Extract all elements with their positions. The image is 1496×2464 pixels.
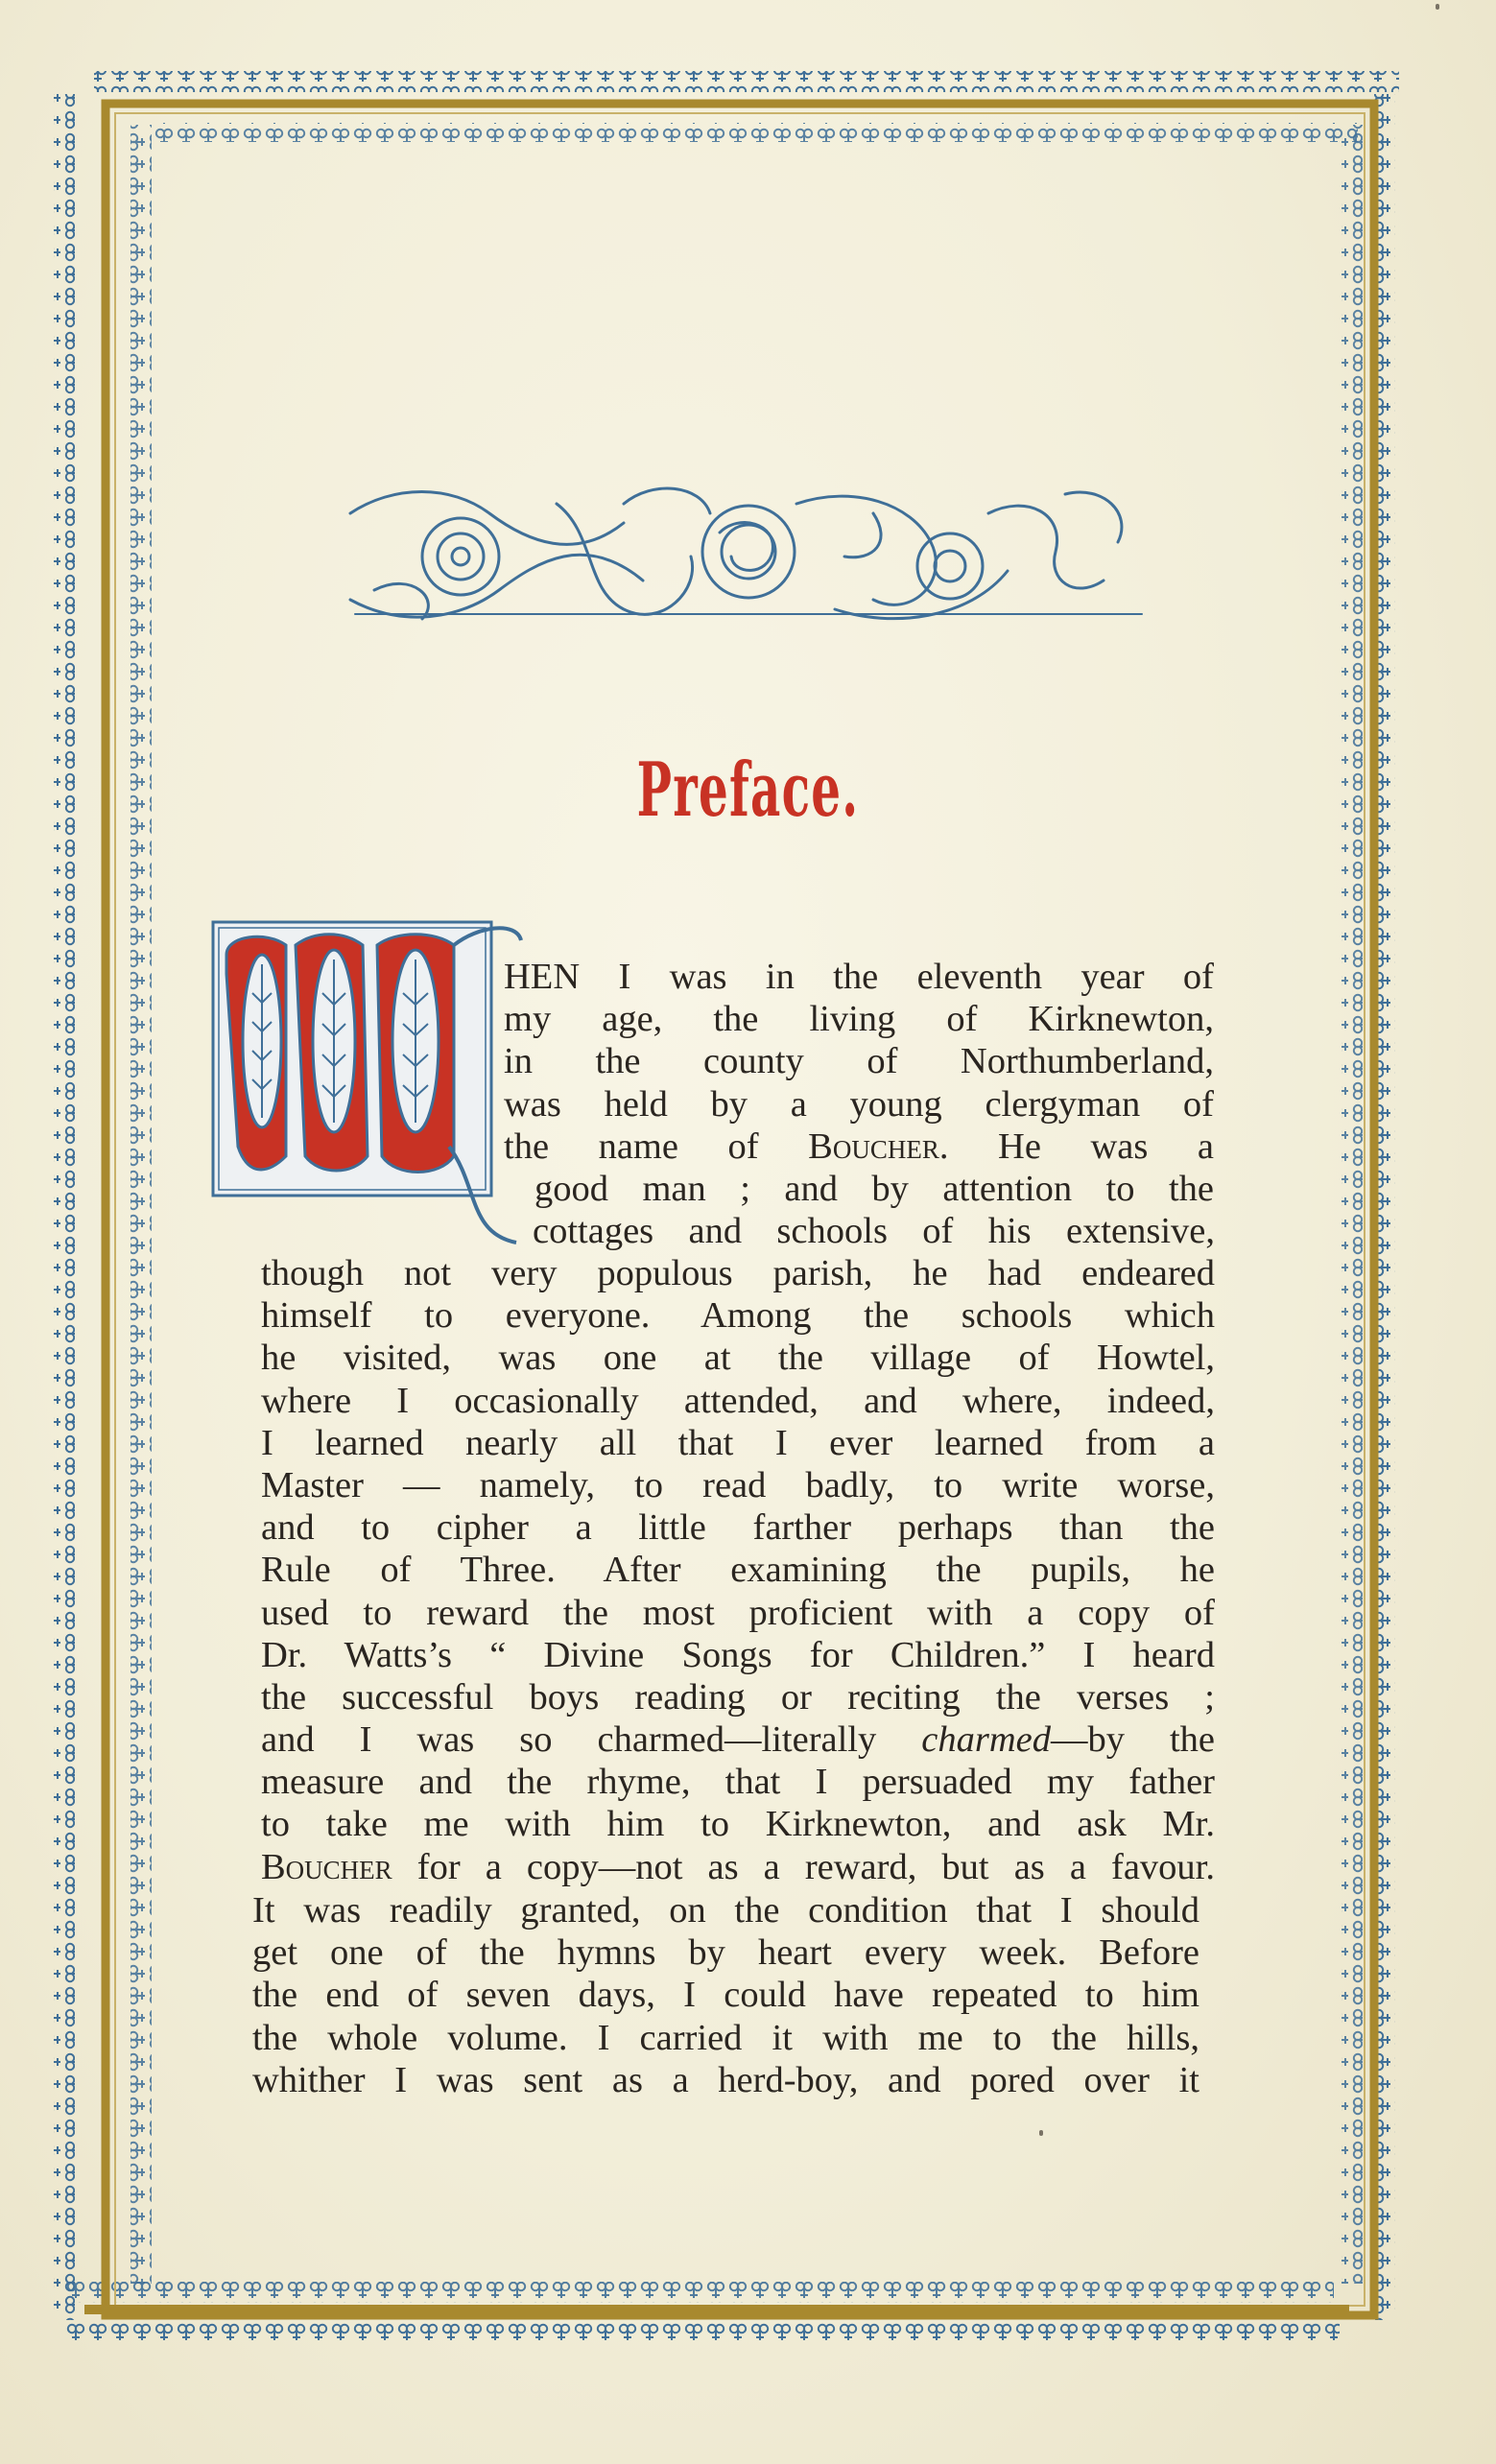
ink-fleck — [1436, 4, 1439, 10]
text-line — [261, 1718, 1215, 1761]
charmed-emphasis: charmed — [921, 1719, 1051, 1761]
preface-paragraph-body — [261, 1252, 1215, 1888]
text-line: the successful boys reading or reciting the verses ; — [261, 1676, 1215, 1718]
text-line: Dr. Watts’s “ Divine Songs for Children.” I heard — [261, 1634, 1215, 1675]
boucher-after-2: for a copy—not as a reward, but as a favour. — [392, 1846, 1215, 1887]
text-line: was held by a young clergyman of — [504, 1083, 1214, 1125]
text-line: my age, the living of Kirknewton, — [504, 999, 1214, 1040]
text-line: to take me with him to Kirknewton, and ask Mr. — [261, 1804, 1215, 1845]
boucher-before: the name of — [504, 1125, 809, 1167]
text-line: he visited, was one at the village of Howtel, — [261, 1338, 1215, 1379]
text-line: whither I was sent as a herd-boy, and pored over it — [252, 2059, 1199, 2100]
opening-letters: HEN — [504, 957, 581, 997]
boucher-name: Boucher. — [808, 1125, 949, 1167]
text-line — [261, 1846, 1215, 1888]
text-line: Rule of Three. After examining the pupils, he — [261, 1550, 1215, 1591]
text-line: measure and the rhyme, that I persuaded my father — [261, 1762, 1215, 1803]
preface-paragraph-opening — [504, 956, 1214, 1210]
text-line: himself to everyone. Among the schools which — [261, 1295, 1215, 1337]
preface-paragraph-end — [252, 1889, 1199, 2101]
text-line: It was readily granted, on the condition that I should — [252, 1890, 1199, 1931]
boucher-after: He was a — [948, 1125, 1214, 1167]
opening-rest: I was in the eleventh year of — [580, 957, 1214, 997]
scroll-ornament-icon — [336, 475, 1152, 638]
text-line: and to cipher a little farther perhaps than the — [261, 1507, 1215, 1549]
text-line: where I occasionally attended, and where, indeed, — [261, 1380, 1215, 1421]
text-line: in the county of Northumberland, — [504, 1041, 1214, 1082]
ink-fleck — [1039, 2130, 1043, 2136]
text-line: used to reward the most proficient with a copy of — [261, 1592, 1215, 1633]
text-line — [504, 1125, 1214, 1168]
text-line: Master — namely, to read badly, to write worse, — [261, 1464, 1215, 1505]
text-line: get one of the hymns by heart every week. Before — [252, 1932, 1199, 1974]
text-line: cottages and schools of his extensive, — [533, 1211, 1215, 1251]
charmed-after: —by the — [1050, 1719, 1215, 1761]
text-line: good man ; and by attention to the — [534, 1168, 1214, 1209]
illuminated-drop-cap-icon — [209, 916, 526, 1247]
text-line: I learned nearly all that I ever learned from a — [261, 1422, 1215, 1463]
charmed-before: and I was so charmed—literally — [261, 1719, 922, 1761]
boucher-name-2: Boucher — [261, 1846, 392, 1887]
text-line: the end of seven days, I could have repeated to him — [252, 1975, 1199, 2016]
text-line — [504, 956, 1214, 998]
text-line: though not very populous parish, he had endeared — [261, 1253, 1215, 1293]
preface-paragraph-wrap — [533, 1210, 1215, 1252]
page-title: Preface. — [636, 746, 860, 834]
text-line: the whole volume. I carried it with me to the hills, — [252, 2017, 1199, 2058]
